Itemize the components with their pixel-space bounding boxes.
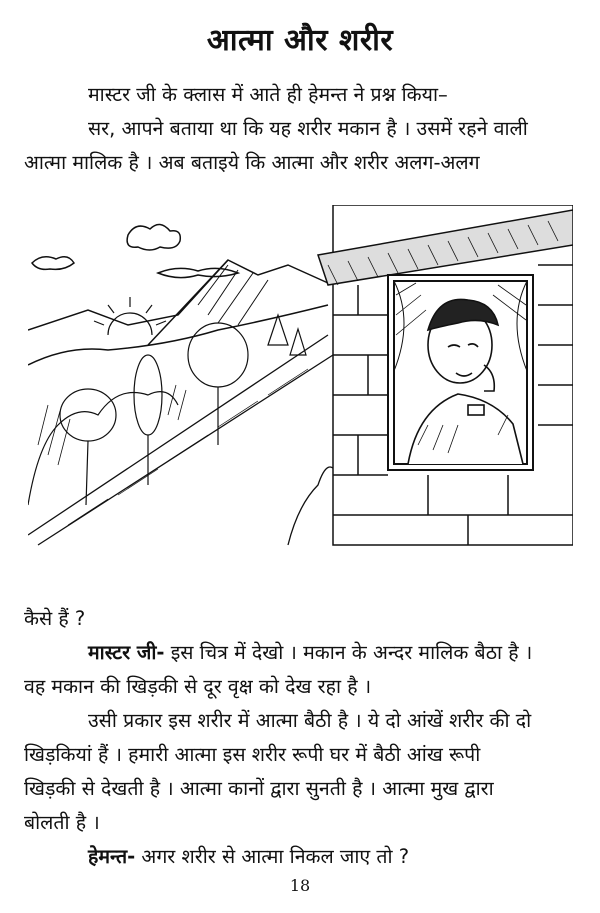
intro-line-3: आत्मा मालिक है । अब बताइये कि आत्मा और शरीर अलग-अलग bbox=[24, 151, 480, 174]
explanation-line-3: खिड़की से देखती है । आत्मा कानों द्वारा सुनती है । आत्मा मुख द्वारा bbox=[24, 777, 494, 800]
explanation-paragraph bbox=[24, 704, 576, 840]
explanation-line-4: बोलती है । bbox=[24, 811, 100, 834]
dialogue-hemant-text: अगर शरीर से आत्मा निकल जाए तो ? bbox=[135, 845, 410, 868]
tree-icon bbox=[28, 315, 306, 505]
dialogue-hemant bbox=[24, 840, 576, 874]
cloud-icon bbox=[32, 224, 238, 277]
dialogue-teacher-text-1: इस चित्र में देखो । मकान के अन्दर मालिक बैठा है । bbox=[164, 641, 533, 664]
intro-line-1: मास्टर जी के क्लास में आते ही हेमन्त ने प्रश्न किया– bbox=[88, 83, 448, 106]
page-number: 18 bbox=[289, 876, 311, 895]
explanation-line-1: उसी प्रकार इस शरीर में आत्मा बैठी है । ये दो आंखें शरीर की दो bbox=[88, 709, 532, 732]
intro-line-2: सर, आपने बताया था कि यह शरीर मकान है । उसमें रहने वाली bbox=[88, 117, 528, 140]
dialogue-teacher-line-2: वह मकान की खिड़की से दूर वृक्ष को देख रहा है । bbox=[24, 675, 372, 698]
page-title: आत्मा और शरीर bbox=[206, 23, 394, 58]
illustration-house-window-landscape bbox=[28, 205, 573, 555]
river-slope bbox=[28, 335, 338, 545]
dialogue-hemant-line bbox=[24, 840, 576, 874]
dialogue-teacher bbox=[24, 636, 576, 704]
speaker-hemant: हेमन्त- bbox=[88, 845, 136, 868]
dialogue-teacher-line-1 bbox=[24, 636, 576, 670]
explanation-line-2: खिड़कियां हैं । हमारी आत्मा इस शरीर रूपी घर में बैठी आंख रूपी bbox=[24, 743, 481, 766]
mountain-icon bbox=[28, 260, 328, 365]
intro-paragraph bbox=[24, 78, 576, 180]
continuation-line: कैसे हैं ? bbox=[24, 607, 86, 630]
speaker-teacher: मास्टर जी- bbox=[88, 641, 165, 664]
